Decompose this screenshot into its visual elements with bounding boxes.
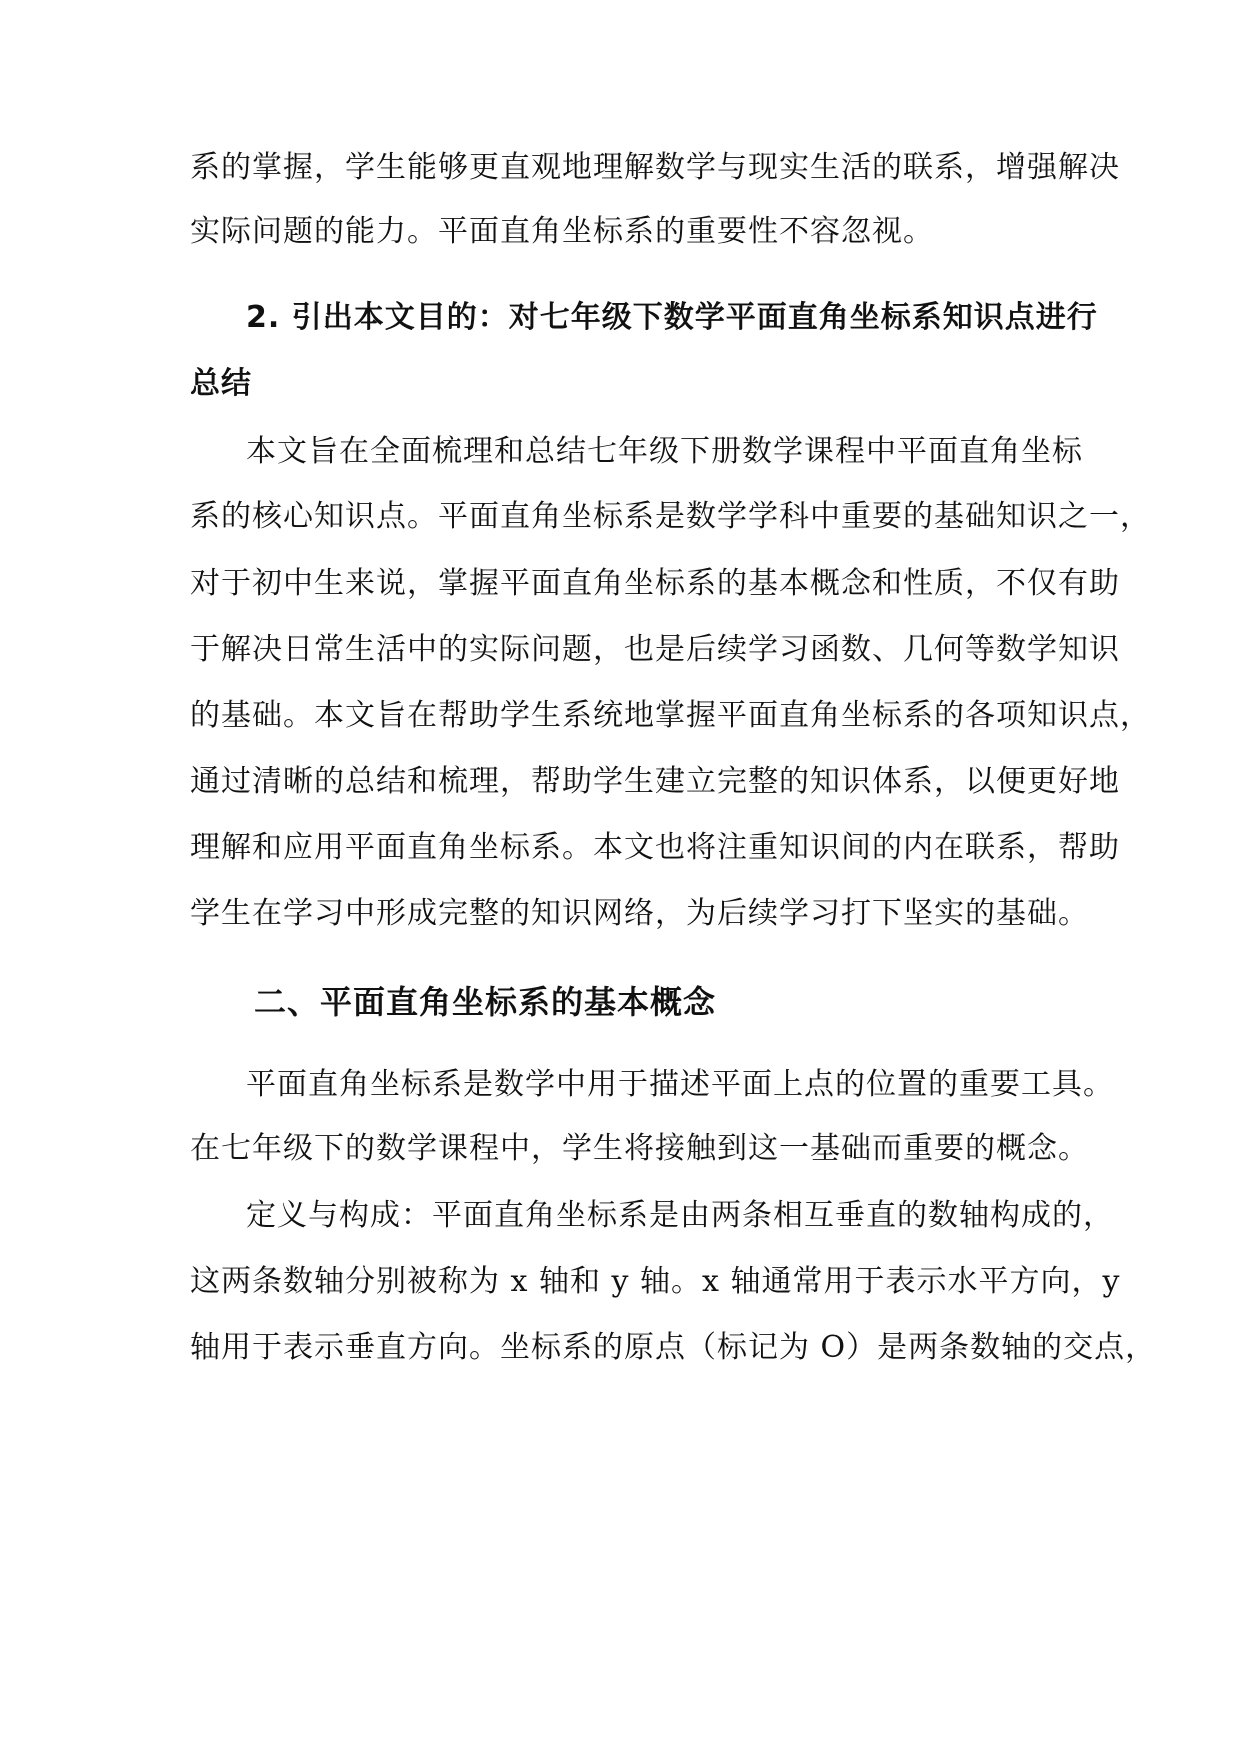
paragraph-line: 定义与构成：平面直角坐标系是由两条相互垂直的数轴构成的， <box>246 1198 1114 1233</box>
paragraph-line: 系的掌握，学生能够更直观地理解数学与现实生活的联系，增强解决 <box>190 150 1120 185</box>
paragraph-line: 在七年级下的数学课程中，学生将接触到这一基础而重要的概念。 <box>190 1131 1089 1166</box>
paragraph-line: 通过清晰的总结和梳理，帮助学生建立完整的知识体系，以便更好地 <box>190 764 1120 799</box>
paragraph-line: 理解和应用平面直角坐标系。本文也将注重知识间的内在联系，帮助 <box>190 830 1120 865</box>
paragraph-line: 这两条数轴分别被称为 x 轴和 y 轴。x 轴通常用于表示水平方向，y <box>190 1264 1121 1299</box>
section-heading-line: 2. 引出本文目的：对七年级下数学平面直角坐标系知识点进行 <box>246 300 1098 335</box>
paragraph-line: 学生在学习中形成完整的知识网络，为后续学习打下坚实的基础。 <box>190 896 1089 931</box>
chapter-heading: 二、平面直角坐标系的基本概念 <box>254 983 717 1021</box>
paragraph-line: 平面直角坐标系是数学中用于描述平面上点的位置的重要工具。 <box>246 1067 1114 1102</box>
section-heading-line: 总结 <box>190 366 252 401</box>
paragraph-line: 对于初中生来说，掌握平面直角坐标系的基本概念和性质，不仅有助 <box>190 566 1120 601</box>
paragraph-line: 的基础。本文旨在帮助学生系统地掌握平面直角坐标系的各项知识点， <box>190 698 1151 733</box>
paragraph-line: 轴用于表示垂直方向。坐标系的原点（标记为 O）是两条数轴的交点， <box>190 1330 1157 1365</box>
paragraph-line: 本文旨在全面梳理和总结七年级下册数学课程中平面直角坐标 <box>246 434 1083 469</box>
paragraph-line: 实际问题的能力。平面直角坐标系的重要性不容忽视。 <box>190 214 934 249</box>
paragraph-line: 于解决日常生活中的实际问题，也是后续学习函数、几何等数学知识 <box>190 632 1120 667</box>
paragraph-line: 系的核心知识点。平面直角坐标系是数学学科中重要的基础知识之一， <box>190 499 1151 534</box>
